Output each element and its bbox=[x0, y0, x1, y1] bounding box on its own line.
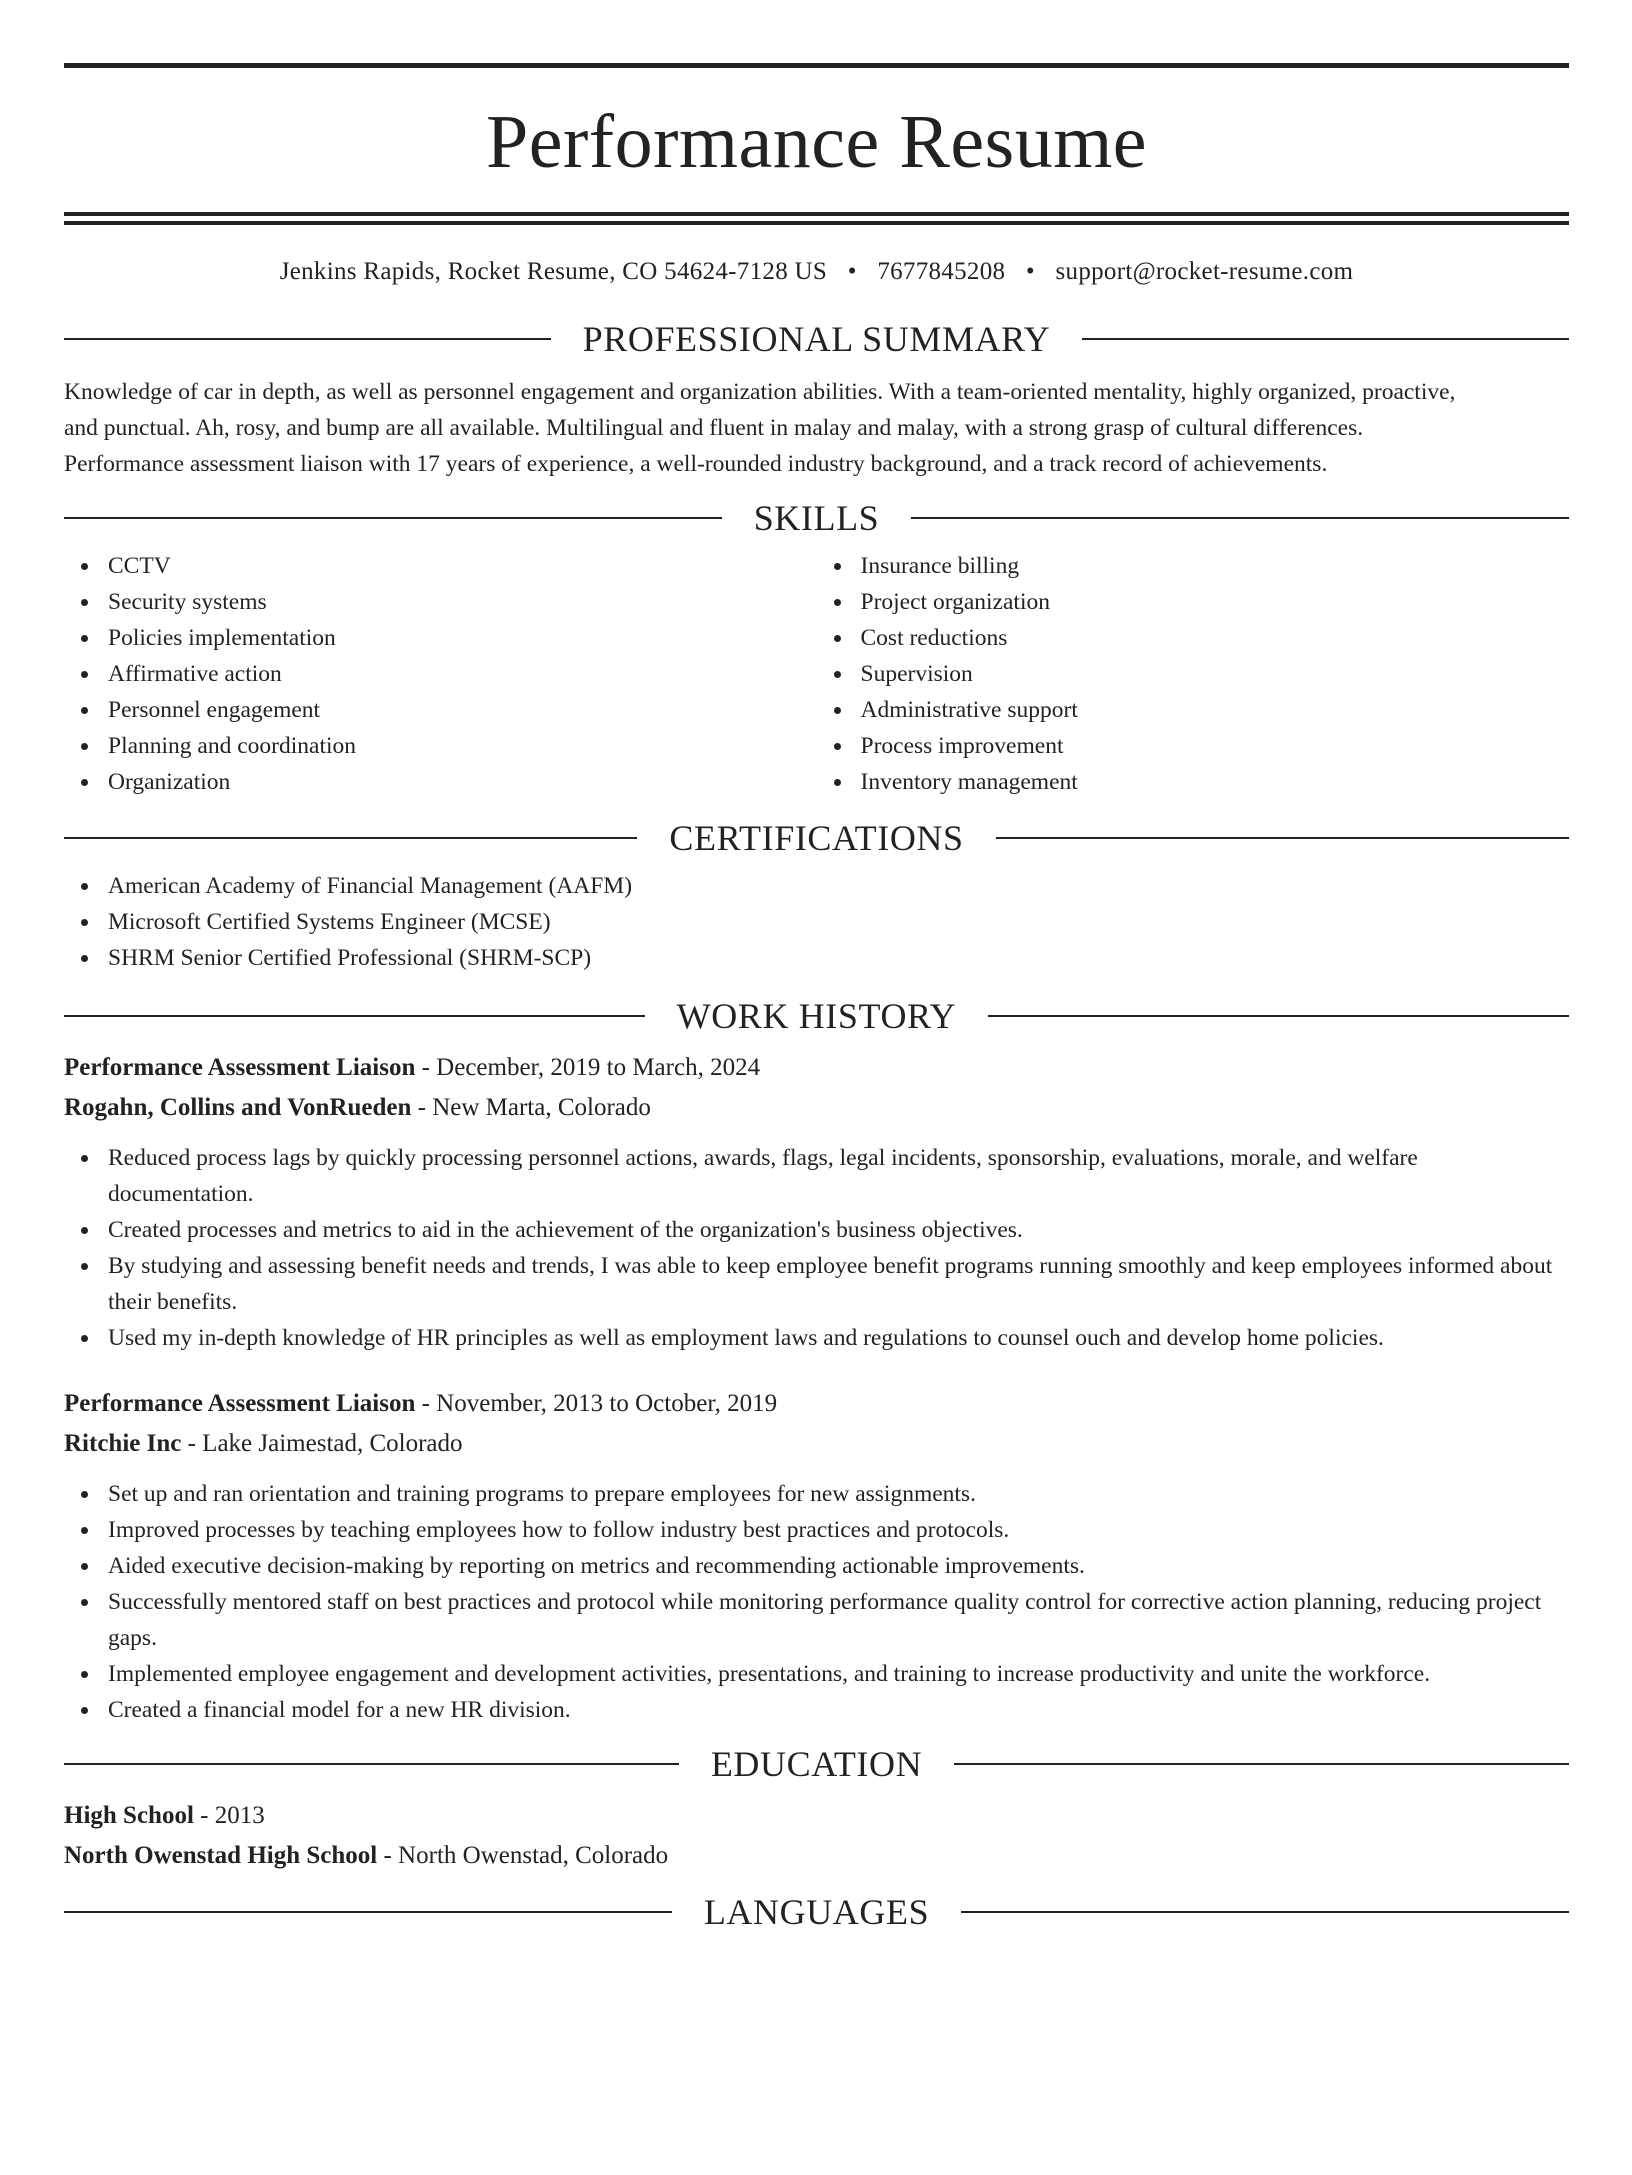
job-bullet: Used my in-depth knowledge of HR principles as well as employment laws and regulations to counsel ouch and develop home policies. bbox=[64, 1320, 1569, 1356]
certifications-heading bbox=[64, 820, 1569, 856]
summary-line: and punctual. Ah, rosy, and bump are all available. Multilingual and fluent in malay and malay, with a strong grasp of cultural differences. bbox=[64, 415, 1364, 441]
job-bullets bbox=[64, 1140, 1569, 1356]
skill-item: Organization bbox=[64, 764, 817, 800]
languages-heading bbox=[64, 1894, 1569, 1930]
summary-heading-label: PROFESSIONAL SUMMARY bbox=[582, 319, 1051, 359]
job-bullet: By studying and assessing benefit needs and trends, I was able to keep employee benefit programs running smoothly and keep employees informed about their benefits. bbox=[64, 1248, 1569, 1320]
job-company-line bbox=[64, 1088, 1569, 1128]
skill-item: Policies implementation bbox=[64, 620, 817, 656]
job-bullet: Reduced process lags by quickly processing personnel actions, awards, flags, legal incidents, sponsorship, evaluations, morale, and welfare documentation. bbox=[64, 1140, 1569, 1212]
skill-item: CCTV bbox=[64, 548, 817, 584]
job-bullet: Aided executive decision-making by reporting on metrics and recommending actionable improvements. bbox=[64, 1548, 1569, 1584]
certification-item: American Academy of Financial Management (AAFM) bbox=[64, 868, 1569, 904]
education-degree: High School bbox=[64, 1802, 194, 1829]
job-entry bbox=[64, 1048, 1569, 1356]
job-title: Performance Assessment Liaison bbox=[64, 1054, 416, 1081]
skill-item: Supervision bbox=[817, 656, 1570, 692]
skill-item: Planning and coordination bbox=[64, 728, 817, 764]
job-location: - New Marta, Colorado bbox=[411, 1094, 651, 1121]
job-entry bbox=[64, 1384, 1569, 1728]
job-bullet: Created a financial model for a new HR division. bbox=[64, 1692, 1569, 1728]
job-company-line bbox=[64, 1424, 1569, 1464]
summary-text bbox=[64, 374, 1569, 482]
summary-line: Knowledge of car in depth, as well as personnel engagement and organization abilities. With a team-oriented mentality, highly organized, proactive, bbox=[64, 379, 1456, 405]
skills-heading bbox=[64, 500, 1569, 536]
skill-item: Personnel engagement bbox=[64, 692, 817, 728]
title-double-rule bbox=[64, 212, 1569, 225]
skills-column-right bbox=[817, 548, 1570, 800]
job-bullet: Created processes and metrics to aid in the achievement of the organization's business objectives. bbox=[64, 1212, 1569, 1248]
resume-title: Performance Resume bbox=[485, 100, 1148, 184]
skill-item: Security systems bbox=[64, 584, 817, 620]
top-rule bbox=[64, 63, 1569, 68]
skill-item: Affirmative action bbox=[64, 656, 817, 692]
skills-grid bbox=[64, 548, 1569, 800]
job-bullets bbox=[64, 1476, 1569, 1728]
job-bullet: Implemented employee engagement and development activities, presentations, and training to increase productivity and unite the workforce. bbox=[64, 1656, 1569, 1692]
skill-item: Project organization bbox=[817, 584, 1570, 620]
certifications-list bbox=[64, 868, 1569, 976]
skills-heading-label: SKILLS bbox=[753, 498, 880, 538]
contact-separator: • bbox=[847, 258, 857, 285]
education-degree-line bbox=[64, 1796, 1569, 1836]
contact-email: support@rocket-resume.com bbox=[1055, 258, 1354, 285]
education-school: North Owenstad High School bbox=[64, 1842, 378, 1869]
education-entry bbox=[64, 1796, 1569, 1876]
job-title-line bbox=[64, 1048, 1569, 1088]
job-location: - Lake Jaimestad, Colorado bbox=[181, 1430, 463, 1457]
skill-item: Process improvement bbox=[817, 728, 1570, 764]
job-company: Rogahn, Collins and VonRueden bbox=[64, 1094, 412, 1121]
certification-item: SHRM Senior Certified Professional (SHRM-SCP) bbox=[64, 940, 1569, 976]
job-bullet: Set up and ran orientation and training programs to prepare employees for new assignments. bbox=[64, 1476, 1569, 1512]
contact-line bbox=[64, 258, 1569, 286]
job-company: Ritchie Inc bbox=[64, 1430, 182, 1457]
summary-line: Performance assessment liaison with 17 years of experience, a well-rounded industry background, and a track record of achievements. bbox=[64, 451, 1328, 477]
job-dates: - November, 2013 to October, 2019 bbox=[415, 1390, 778, 1417]
education-year: - 2013 bbox=[193, 1802, 265, 1829]
job-dates: - December, 2019 to March, 2024 bbox=[415, 1054, 761, 1081]
work-history-heading-label: WORK HISTORY bbox=[676, 996, 957, 1036]
contact-address: Jenkins Rapids, Rocket Resume, CO 54624-7128 US bbox=[279, 258, 828, 285]
education-heading bbox=[64, 1746, 1569, 1782]
skill-item: Inventory management bbox=[817, 764, 1570, 800]
education-location: - North Owenstad, Colorado bbox=[377, 1842, 669, 1869]
education-school-line bbox=[64, 1836, 1569, 1876]
job-bullet: Successfully mentored staff on best practices and protocol while monitoring performance quality control for corrective action planning, reducing project gaps. bbox=[64, 1584, 1569, 1656]
skills-column-left bbox=[64, 548, 817, 800]
summary-heading bbox=[64, 321, 1569, 357]
certification-item: Microsoft Certified Systems Engineer (MCSE) bbox=[64, 904, 1569, 940]
contact-phone: 7677845208 bbox=[877, 258, 1006, 285]
work-history-heading bbox=[64, 998, 1569, 1034]
certifications-heading-label: CERTIFICATIONS bbox=[669, 818, 964, 858]
skill-item: Cost reductions bbox=[817, 620, 1570, 656]
job-bullet: Improved processes by teaching employees how to follow industry best practices and protocols. bbox=[64, 1512, 1569, 1548]
resume-page bbox=[0, 63, 1632, 2175]
education-heading-label: EDUCATION bbox=[710, 1744, 923, 1784]
job-title: Performance Assessment Liaison bbox=[64, 1390, 416, 1417]
contact-separator: • bbox=[1025, 258, 1035, 285]
skill-item: Insurance billing bbox=[817, 548, 1570, 584]
job-title-line bbox=[64, 1384, 1569, 1424]
languages-heading-label: LANGUAGES bbox=[703, 1892, 930, 1932]
skill-item: Administrative support bbox=[817, 692, 1570, 728]
